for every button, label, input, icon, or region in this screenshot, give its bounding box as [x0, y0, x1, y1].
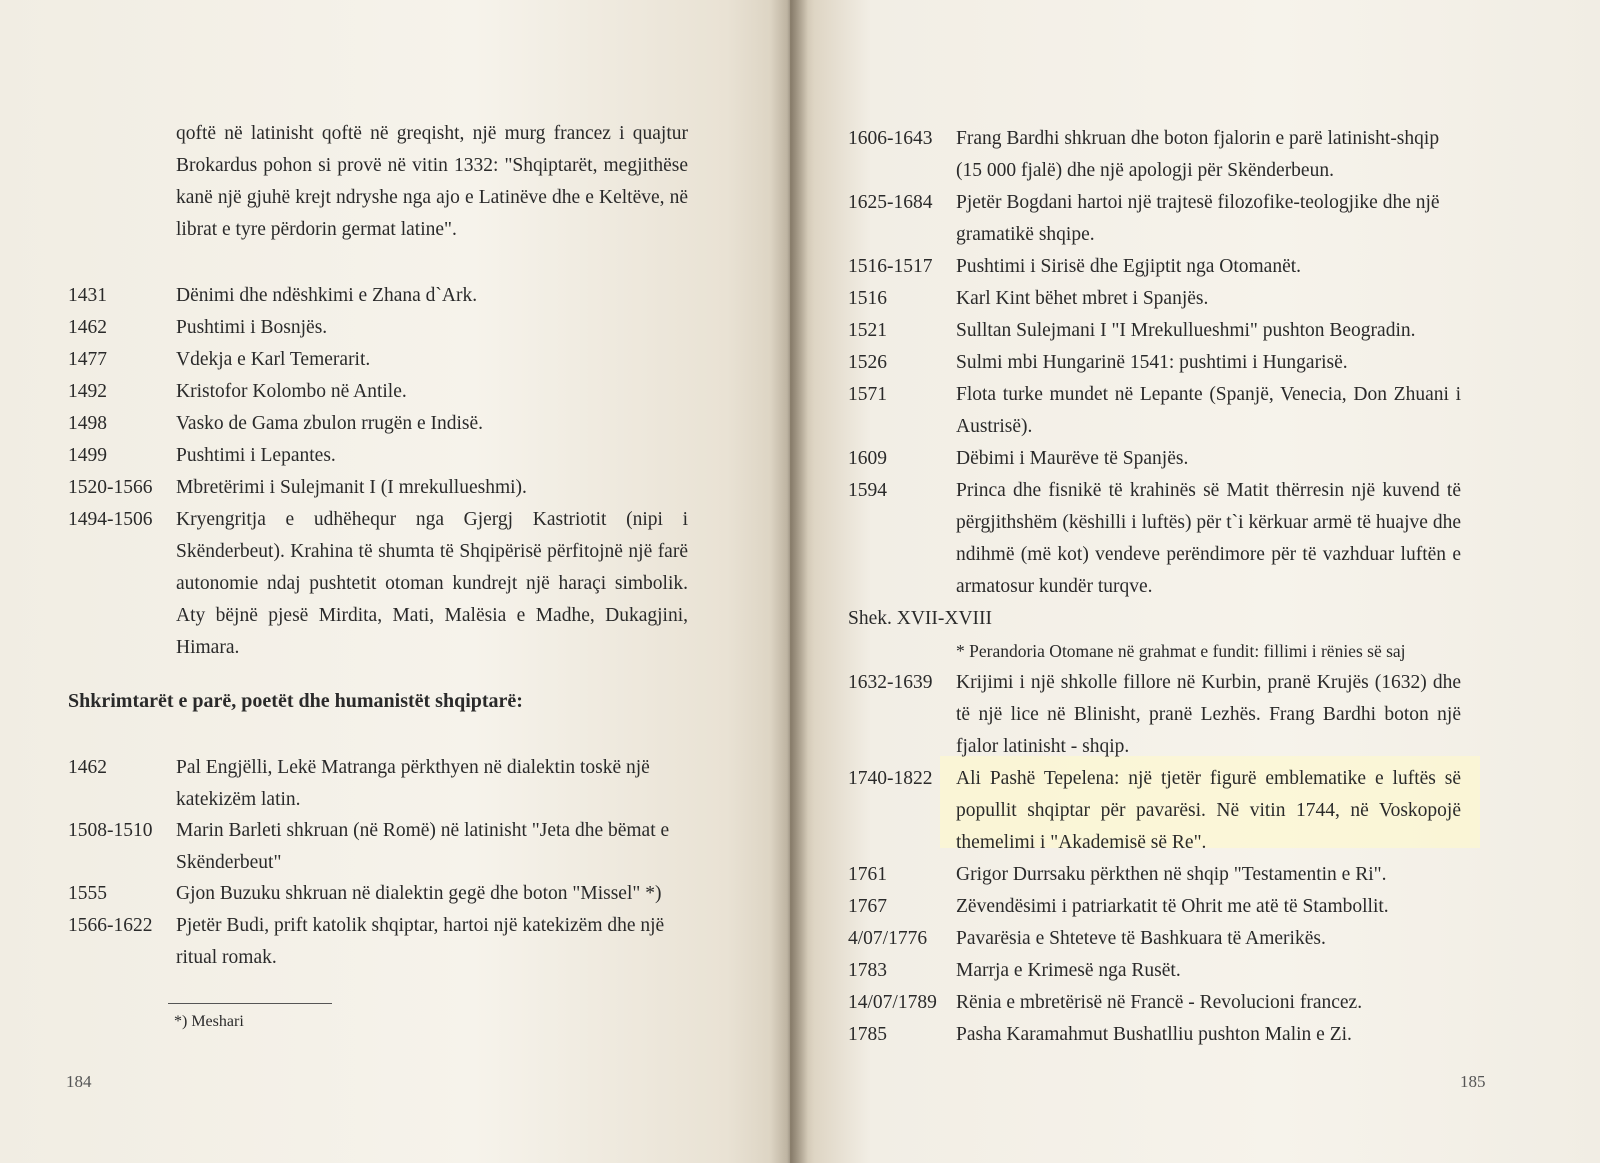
- event-row: [68, 440, 688, 472]
- event-year: 1740-1822: [848, 768, 933, 789]
- event-text: Zëvendësimi i patriarkatit të Ohrit me atë të Stambollit.: [956, 896, 1389, 917]
- event-row: [848, 1019, 1468, 1051]
- event-year: 1594: [848, 480, 887, 501]
- event-year: 1498: [68, 413, 107, 434]
- event-text: Kristofor Kolombo në Antile.: [176, 381, 407, 402]
- event-text: Rënia e mbretërisë në Francë - Revolucioni francez.: [956, 992, 1363, 1013]
- event-row: [848, 891, 1468, 923]
- event-row: [848, 283, 1468, 315]
- event-text: Dënimi dhe ndëshkimi e Zhana d`Ark.: [176, 285, 478, 306]
- event-text: Vasko de Gama zbulon rrugën e Indisë.: [176, 413, 484, 434]
- writer-year: 1508-1510: [68, 820, 153, 841]
- event-row: [68, 472, 688, 504]
- section-heading: Shkrimtarët e parë, poetët dhe humanistët shqiptarë:: [68, 690, 523, 712]
- writer-row: [68, 752, 688, 816]
- event-year: 1492: [68, 381, 107, 402]
- event-text: Vdekja e Karl Temerarit.: [176, 349, 371, 370]
- intro-paragraph: qoftë në latinisht qoftë në greqisht, një murg francez i quajtur Brokardus pohon si provë në vitin 1332: "Shqiptarët, megjithëse kanë një gjuhë krejt ndryshe nga ajo e Latinëve dhe e Keltëve, në librat e tyre përdorin germat latine".: [176, 123, 688, 240]
- event-year: 1520-1566: [68, 477, 153, 498]
- event-year: 1571: [848, 384, 887, 405]
- writer-row: [68, 878, 688, 910]
- event-year: 1767: [848, 896, 887, 917]
- event-year: 1526: [848, 352, 887, 373]
- event-row: [848, 379, 1468, 443]
- event-text: Flota turke mundet në Lepante (Spanjë, Venecia, Don Zhuani i Austrisë).: [956, 384, 1461, 437]
- page-number-left: 184: [66, 1072, 92, 1091]
- event-row: [68, 344, 688, 376]
- event-year: 14/07/1789: [848, 992, 937, 1013]
- event-row: [848, 763, 1468, 859]
- event-text: Pjetër Bogdani hartoi një trajtesë filozofike-teologjike dhe një gramatikë shqipe.: [956, 192, 1440, 245]
- event-year: 1516-1517: [848, 256, 933, 277]
- event-year: 1477: [68, 349, 107, 370]
- event-text: Marrja e Krimesë nga Rusët.: [956, 960, 1181, 981]
- event-year: 1783: [848, 960, 887, 981]
- event-row: [68, 504, 688, 664]
- century-label: Shek. XVII-XVIII: [848, 608, 993, 629]
- writer-text: Pjetër Budi, prift katolik shqiptar, hartoi një katekizëm dhe një ritual romak.: [176, 915, 665, 968]
- event-text: Princa dhe fisnikë të krahinës së Matit thërresin një kuvend të përgjithshëm (këshilli i luftës) për t`i kërkuar armë të huajve dhe ndihmë (më kot) vendeve perëndimore për të vazhduar luftën e armatosur kundër turqve.: [956, 480, 1461, 597]
- event-year: 1606-1643: [848, 128, 933, 149]
- footnote-rule: [168, 1003, 332, 1004]
- writer-text: Pal Engjëlli, Lekë Matranga përkthyen në dialektin toskë një katekizëm latin.: [176, 757, 650, 810]
- event-row: [848, 859, 1468, 891]
- writer-year: 1566-1622: [68, 915, 153, 936]
- event-row: [68, 376, 688, 408]
- event-year: 1516: [848, 288, 887, 309]
- event-row: [848, 667, 1468, 763]
- event-text: Sulmi mbi Hungarinë 1541: pushtimi i Hungarisë.: [956, 352, 1348, 373]
- event-row: [848, 955, 1468, 987]
- event-year: 1632-1639: [848, 672, 933, 693]
- event-year: 1494-1506: [68, 509, 153, 530]
- event-row: [848, 475, 1468, 603]
- book-spine: [770, 0, 808, 1163]
- event-year: 1499: [68, 445, 107, 466]
- event-row: [68, 312, 688, 344]
- event-year: 4/07/1776: [848, 928, 928, 949]
- event-row: [68, 280, 688, 312]
- page-number-right: 185: [1460, 1072, 1486, 1091]
- event-year: 1761: [848, 864, 887, 885]
- event-text: Kryengritja e udhëhequr nga Gjergj Kastriotit (nipi i Skënderbeut). Krahina të shumta të Shqipërisë përfitojnë një farë autonomie ndaj pushtetit otoman kundrejt një haraçi simbolik. Aty bëjnë pjesë Mirdita, Mati, Malësia e Madhe, Dukagjini, Himara.: [176, 509, 688, 658]
- event-year: 1609: [848, 448, 887, 469]
- event-row: [68, 408, 688, 440]
- event-year: 1625-1684: [848, 192, 933, 213]
- event-text: Karl Kint bëhet mbret i Spanjës.: [956, 288, 1209, 309]
- event-text: Ali Pashë Tepelena: një tjetër figurë emblematike e luftës së popullit shqiptar për pavarësi. Në vitin 1744, në Voskopojë themelimi i "Akademisë së Re".: [956, 768, 1461, 853]
- event-row: [848, 347, 1468, 379]
- writer-row: [68, 815, 688, 879]
- writer-text: Gjon Buzuku shkruan në dialektin gegë dhe boton "Missel" *): [176, 883, 662, 904]
- footnote: *) Meshari: [174, 1013, 244, 1030]
- event-row: [848, 123, 1468, 187]
- event-text: Dëbimi i Maurëve të Spanjës.: [956, 448, 1189, 469]
- event-text: Krijimi i një shkolle fillore në Kurbin, pranë Krujës (1632) dhe të një lice në Blinisht, pranë Lezhës. Frang Bardhi boton një fjalor latinisht - shqip.: [956, 672, 1461, 757]
- writer-year: 1555: [68, 883, 107, 904]
- event-year: 1521: [848, 320, 887, 341]
- event-text: Mbretërimi i Sulejmanit I (I mrekullueshmi).: [176, 477, 527, 498]
- event-text: Grigor Durrsaku përkthen në shqip "Testamentin e Ri".: [956, 864, 1387, 885]
- event-text: Pushtimi i Sirisë dhe Egjiptit nga Otomanët.: [956, 256, 1302, 277]
- event-text: Pushtimi i Bosnjës.: [176, 317, 328, 338]
- century-note: * Perandoria Otomane në grahmat e fundit: fillimi i rënies së saj: [956, 641, 1406, 661]
- event-text: Pasha Karamahmut Bushatlliu pushton Malin e Zi.: [956, 1024, 1352, 1045]
- event-year: 1462: [68, 317, 107, 338]
- event-row: [848, 251, 1468, 283]
- event-year: 1785: [848, 1024, 887, 1045]
- event-text: Frang Bardhi shkruan dhe boton fjalorin e parë latinisht-shqip (15 000 fjalë) dhe një apologji për Skënderbeun.: [956, 128, 1440, 181]
- writer-year: 1462: [68, 757, 107, 778]
- event-text: Sulltan Sulejmani I "I Mrekullueshmi" pushton Beogradin.: [956, 320, 1416, 341]
- event-row: [848, 987, 1468, 1019]
- writer-text: Marin Barleti shkruan (në Romë) në latinisht "Jeta dhe bëmat e Skënderbeut": [176, 820, 670, 873]
- event-text: Pushtimi i Lepantes.: [176, 445, 336, 466]
- event-text: Pavarësia e Shteteve të Bashkuara të Amerikës.: [956, 928, 1326, 949]
- writer-row: [68, 910, 688, 974]
- event-row: [848, 443, 1468, 475]
- event-row: [848, 315, 1468, 347]
- event-row: [848, 923, 1468, 955]
- event-row: [848, 187, 1468, 251]
- event-year: 1431: [68, 285, 107, 306]
